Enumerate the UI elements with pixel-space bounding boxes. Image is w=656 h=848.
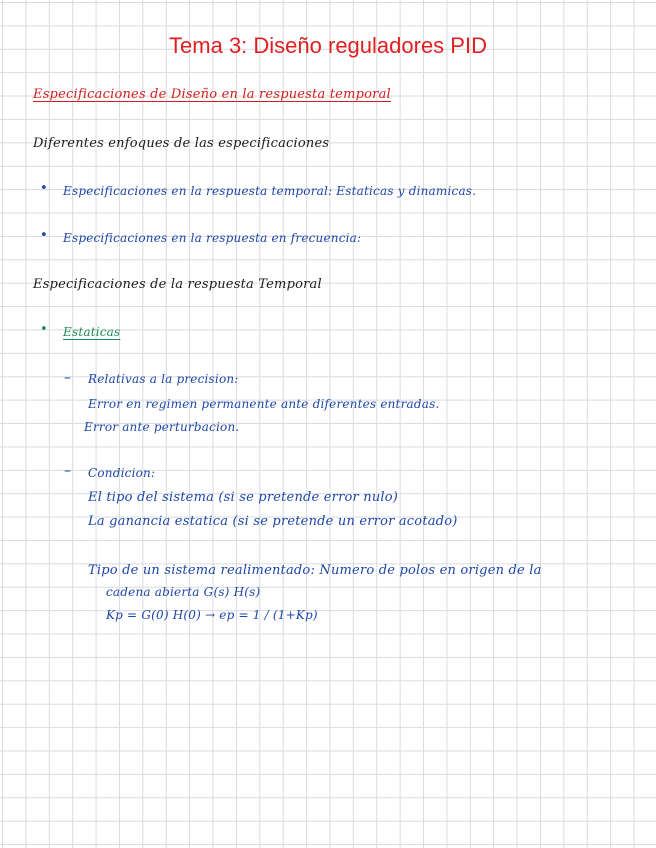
condition-label: Condicion: (88, 466, 156, 480)
precision-line-2: Error ante perturbacion. (84, 420, 240, 434)
precision-line-1: Error en regimen permanente ante diferentes entradas. (88, 397, 440, 411)
temporal-heading: Especificaciones de la respuesta Temporal (33, 277, 322, 292)
bullet-icon: • (40, 181, 48, 196)
precision-label: Relativas a la precision: (88, 372, 239, 386)
system-type-line-2: cadena abierta G(s) H(s) (106, 585, 261, 599)
dash-icon: – (64, 463, 71, 479)
section-heading: Especificaciones de Diseño en la respuesta temporal (33, 87, 391, 102)
approach-frequency: Especificaciones en la respuesta en frecuencia: (63, 231, 362, 245)
condition-line-2: La ganancia estatica (si se pretende un error acotado) (88, 514, 458, 529)
condition-line-1: El tipo del sistema (si se pretende error nulo) (88, 490, 399, 505)
system-type-line-1: Tipo de un sistema realimentado: Numero de polos en origen de la (88, 563, 542, 578)
approach-temporal: Especificaciones en la respuesta temporal: Estaticas y dinamicas. (63, 184, 477, 198)
bullet-icon: • (40, 322, 48, 337)
dash-icon: – (64, 370, 71, 386)
system-type-line-3: Kp = G(0) H(0) → ep = 1 / (1+Kp) (106, 608, 318, 622)
static-label: Estaticas (63, 325, 121, 339)
page-title: Tema 3: Diseño reguladores PID (169, 33, 487, 58)
intro-text: Diferentes enfoques de las especificaciones (33, 136, 330, 151)
bullet-icon: • (40, 228, 48, 243)
